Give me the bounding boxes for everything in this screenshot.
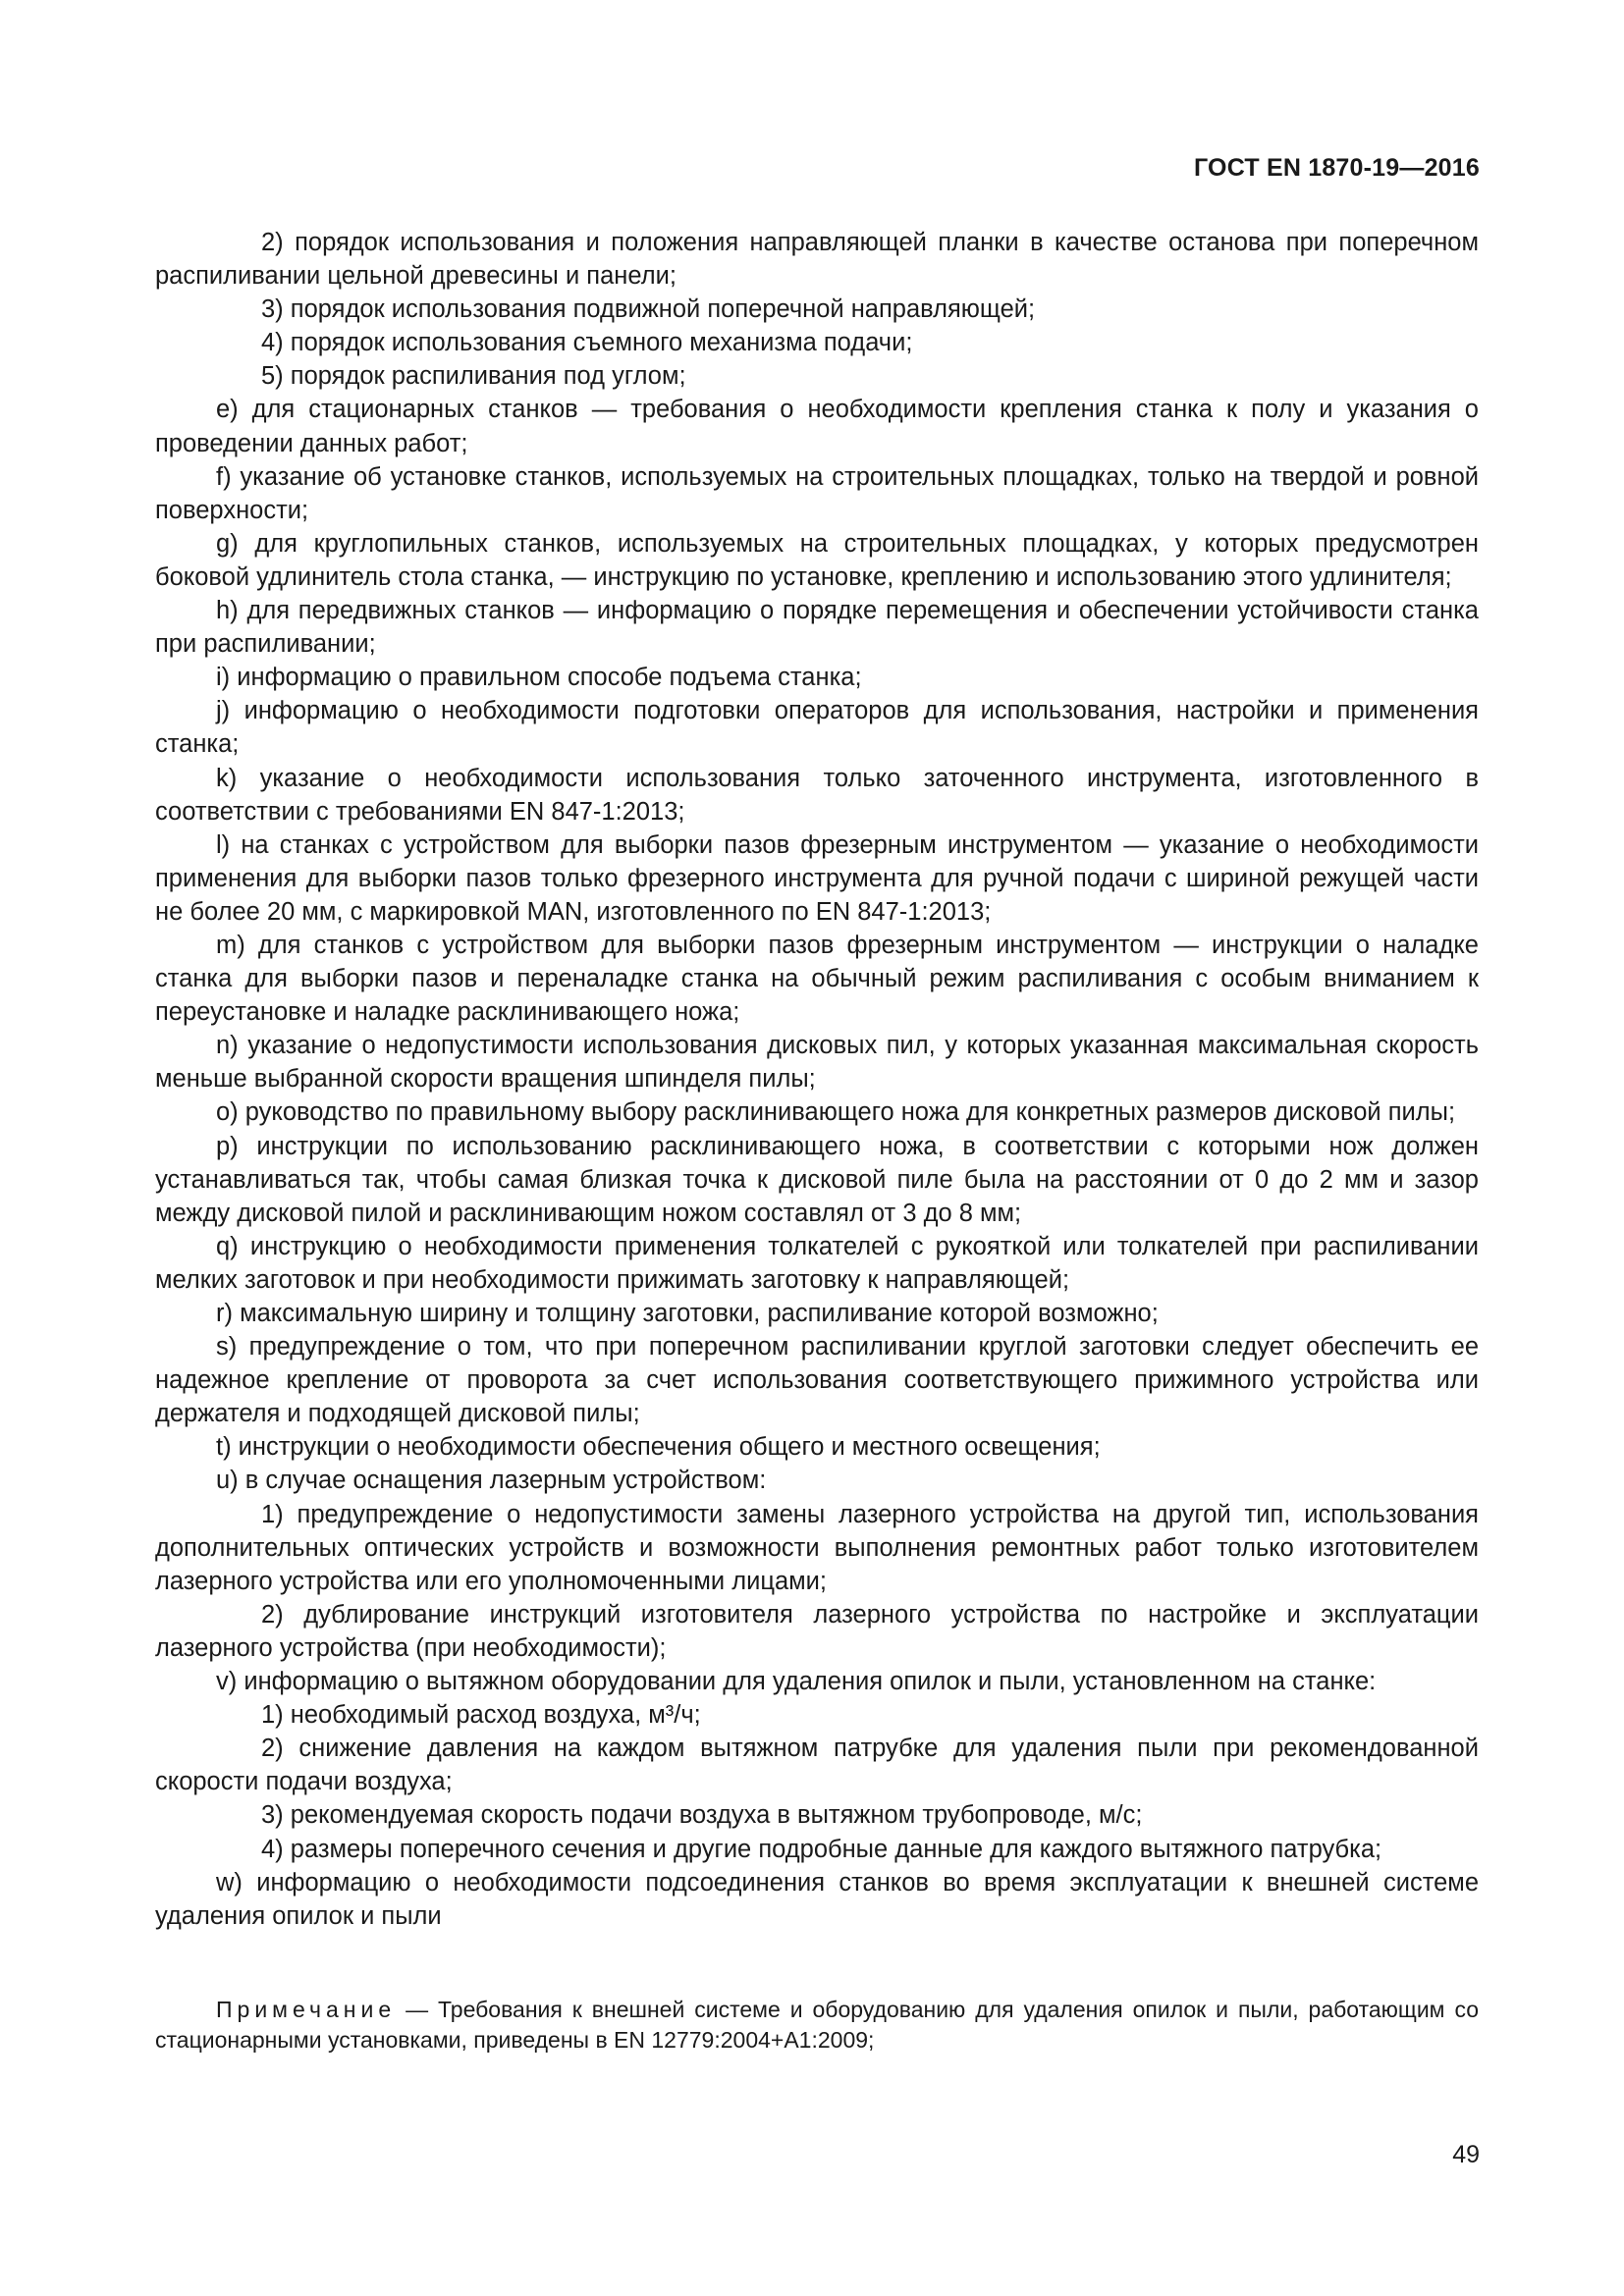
page-number: 49 xyxy=(1452,2141,1480,2168)
document-body xyxy=(155,226,1479,1933)
list-item: t) инструкции о необходимости обеспечения общего и местного освещения; xyxy=(216,1433,1101,1462)
list-item: s) предупреждение о том, что при поперечном распиливании круглой заготовки следует обеспечить ее надежное крепление от проворота за счет использования соответствующего прижимного устройства или держателя и подходящей дисковой пилы; xyxy=(155,1333,1479,1428)
standard-header: ГОСТ EN 1870-19—2016 xyxy=(1194,154,1480,182)
list-item: i) информацию о правильном способе подъема станка; xyxy=(216,664,862,692)
list-item: 2) порядок использования и положения направляющей планки в качестве останова при поперечном распиливании цельной древесины и панели; xyxy=(155,229,1479,291)
list-item: r) максимальную ширину и толщину заготовки, распиливание которой возможно; xyxy=(216,1300,1159,1327)
note-paragraph xyxy=(155,1995,1479,2056)
note-text: — Требования к внешней системе и оборудованию для удаления опилок и пыли, работающим со стационарными установками, приведены в EN 12779:2004+A1:2009; xyxy=(155,1997,1479,2053)
list-item: m) для станков с устройством для выборки пазов фрезерным инструментом — инструкции о наладке станка для выборки пазов и переналадке станка на обычный режим распиливания с особым вниманием к переустановке и наладке расклинивающего ножа; xyxy=(155,931,1479,1027)
list-item: j) информацию о необходимости подготовки операторов для использования, настройки и применения станка; xyxy=(155,697,1479,759)
list-item: 1) предупреждение о недопустимости замены лазерного устройства на другой тип, использования дополнительных оптических устройств и возможности выполнения ремонтных работ только изготовителем лазерного устройства или его уполномоченными лицами; xyxy=(155,1500,1479,1595)
list-item: v) информацию о вытяжном оборудовании для удаления опилок и пыли, установленном на станке: xyxy=(216,1668,1377,1696)
list-item: е) для стационарных станков — требования о необходимости крепления станка к полу и указания о проведении данных работ; xyxy=(155,396,1479,457)
list-item: 4) порядок использования съемного механизма подачи; xyxy=(261,329,913,357)
list-item: 3) рекомендуемая скорость подачи воздуха в вытяжном трубопроводе, м/с; xyxy=(261,1801,1143,1830)
list-item: l) на станках с устройством для выборки пазов фрезерным инструментом — указание о необходимости применения для выборки пазов только фрезерного инструмента для ручной подачи с шириной режущей части не более 20 мм, с маркировкой MAN, изготовленного по EN 847-1:2013; xyxy=(155,830,1479,926)
list-item: q) инструкцию о необходимости применения толкателей с рукояткой или толкателей при распиливании мелких заготовок и при необходимости прижимать заготовку к направляющей; xyxy=(155,1232,1479,1294)
list-item: 3) порядок использования подвижной поперечной направляющей; xyxy=(261,295,1036,324)
list-item: u) в случае оснащения лазерным устройством: xyxy=(216,1467,767,1495)
list-item: k) указание о необходимости использования только заточенного инструмента, изготовленного в соответствии с требованиями EN 847-1:2013; xyxy=(155,764,1479,826)
list-item: h) для передвижных станков — информацию о порядке перемещения и обеспечении устойчивости станка при распиливании; xyxy=(155,597,1479,659)
list-item: n) указание о недопустимости использования дисковых пил, у которых указанная максимальная скорость меньше выбранной скорости вращения шпинделя пилы; xyxy=(155,1032,1479,1094)
list-item: 5) порядок распиливания под углом; xyxy=(261,362,686,391)
list-item: w) информацию о необходимости подсоединения станков во время эксплуатации к внешней системе удаления опилок и пыли xyxy=(155,1868,1479,1930)
list-item: 4) размеры поперечного сечения и другие подробные данные для каждого вытяжного патрубка; xyxy=(261,1835,1382,1863)
list-item: 2) снижение давления на каждом вытяжном патрубке для удаления пыли при рекомендованной скорости подачи воздуха; xyxy=(155,1735,1479,1796)
list-item: f) указание об установке станков, используемых на строительных площадках, только на твердой и ровной поверхности; xyxy=(155,462,1479,524)
list-item: о) руководство по правильному выбору расклинивающего ножа для конкретных размеров дисковой пилы; xyxy=(216,1098,1456,1127)
note-label: Примечание xyxy=(216,1997,397,2022)
list-item: 1) необходимый расход воздуха, м³/ч; xyxy=(261,1701,701,1730)
list-item: р) инструкции по использованию расклинивающего ножа, в соответствии с которыми нож должен устанавливаться так, чтобы самая близкая точка к дисковой пиле была на расстоянии от 0 до 2 мм и зазор между дисковой пилой и расклинивающим ножом составлял от 3 до 8 мм; xyxy=(155,1132,1479,1227)
list-item: g) для круглопильных станков, используемых на строительных площадках, у которых предусмотрен боковой удлинитель стола станка, — инструкцию по установке, креплению и использованию этого удлинителя; xyxy=(155,529,1479,591)
list-item: 2) дублирование инструкций изготовителя лазерного устройства по настройке и эксплуатации лазерного устройства (при необходимости); xyxy=(155,1600,1479,1662)
